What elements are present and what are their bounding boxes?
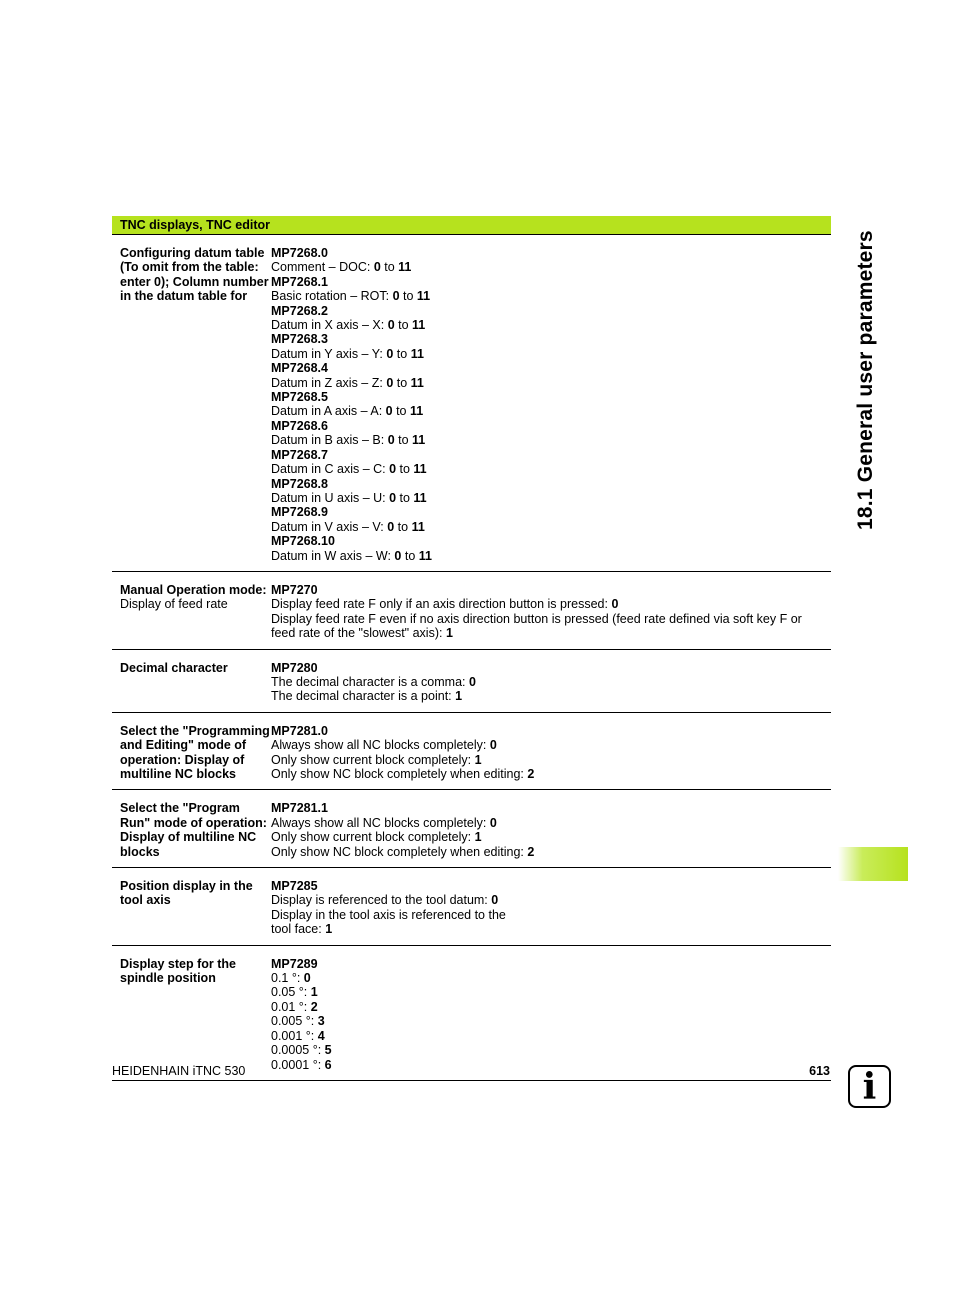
- option-line: Display is referenced to the tool datum: 0: [271, 893, 499, 908]
- option-line: 0.0001 °: 6: [271, 1057, 332, 1072]
- parameter-table: [112, 216, 831, 1081]
- option-line: Display in the tool axis is referenced to the: [271, 907, 506, 922]
- table-row: [112, 572, 831, 650]
- table-row: [112, 790, 831, 868]
- mp-code: MP7289: [271, 956, 318, 971]
- mp-description: Datum in W axis – W: 0 to 11: [271, 548, 432, 563]
- mp-code: MP7280: [271, 660, 318, 675]
- mp-code: MP7268.2: [271, 303, 328, 318]
- option-line: Only show current block completely: 1: [271, 752, 482, 767]
- table-row: [112, 235, 831, 572]
- mp-description: Datum in U axis – U: 0 to 11: [271, 490, 427, 505]
- row-label-rest: Display of feed rate: [120, 597, 228, 612]
- option-line: tool face: 1: [271, 922, 333, 937]
- option-line: Only show NC block completely when editing: 2: [271, 767, 535, 781]
- option-line: 0.1 °: 0: [271, 971, 311, 986]
- chapter-side-title: 18.1 General user parameters: [854, 230, 877, 530]
- row-content: [271, 661, 831, 704]
- row-label: [112, 801, 271, 859]
- option-line: 0.001 °: 4: [271, 1028, 325, 1043]
- mp-description: Datum in Z axis – Z: 0 to 11: [271, 375, 424, 390]
- option-line: 0.005 °: 3: [271, 1014, 325, 1029]
- row-content: [271, 801, 831, 859]
- option-line: 0.05 °: 1: [271, 985, 318, 1000]
- info-icon: i: [848, 1065, 891, 1108]
- mp-description: Basic rotation – ROT: 0 to 11: [271, 289, 431, 304]
- option-line: Only show NC block completely when editing: 2: [271, 844, 535, 859]
- option-line: Only show current block completely: 1: [271, 830, 482, 845]
- row-label: [112, 957, 271, 1072]
- row-content: [271, 246, 831, 563]
- mp-description: Datum in A axis – A: 0 to 11: [271, 404, 424, 419]
- row-label-bold: Display step for the spindle position: [120, 956, 236, 986]
- mp-code: MP7268.1: [271, 274, 328, 289]
- row-content: [271, 957, 831, 1072]
- option-line: Display feed rate F only if an axis direction button is pressed: 0: [271, 597, 619, 612]
- mp-description: Datum in Y axis – Y: 0 to 11: [271, 346, 424, 361]
- row-label-bold: Decimal character: [120, 660, 228, 675]
- table-row: [112, 650, 831, 713]
- mp-code: MP7268.9: [271, 505, 328, 520]
- option-line: The decimal character is a point: 1: [271, 689, 463, 704]
- mp-code: MP7268.7: [271, 447, 328, 462]
- mp-description: Datum in C axis – C: 0 to 11: [271, 462, 427, 477]
- mp-code: MP7268.6: [271, 418, 328, 433]
- row-label: [112, 724, 271, 782]
- option-line: Always show all NC blocks completely: 0: [271, 815, 497, 830]
- table-row: [112, 868, 831, 946]
- mp-code: MP7281.0: [271, 723, 328, 738]
- row-label: [112, 583, 271, 641]
- mp-code: MP7268.4: [271, 361, 328, 376]
- row-label: [112, 661, 271, 704]
- row-content: [271, 724, 831, 782]
- mp-code: MP7268.0: [271, 246, 328, 260]
- option-line: 0.01 °: 2: [271, 999, 318, 1014]
- table-row: [112, 946, 831, 1081]
- row-content: [271, 879, 831, 937]
- mp-description: Datum in V axis – V: 0 to 11: [271, 519, 425, 534]
- option-line: 0.0005 °: 5: [271, 1043, 332, 1058]
- mp-code: MP7268.5: [271, 390, 328, 405]
- option-line: Display feed rate F even if no axis direction button is pressed (feed rate defined via soft key F or feed rate of the "slowest" axis): 1: [271, 611, 802, 641]
- row-label-bold: Configuring datum table (To omit from the table: enter 0); Column number in the datum table for: [120, 246, 269, 304]
- mp-code: MP7268.8: [271, 476, 328, 491]
- page-number: 613: [809, 1064, 830, 1078]
- chapter-tab-marker: [838, 847, 908, 881]
- row-label: [112, 879, 271, 937]
- option-line: Always show all NC blocks completely: 0: [271, 738, 497, 753]
- footer-product: HEIDENHAIN iTNC 530: [112, 1064, 246, 1078]
- mp-code: MP7268.3: [271, 332, 328, 347]
- mp-code: MP7281.1: [271, 801, 328, 816]
- row-label-bold: Position display in the tool axis: [120, 879, 253, 908]
- mp-description: Comment – DOC: 0 to 11: [271, 260, 412, 275]
- row-label-bold: Manual Operation mode:: [120, 582, 267, 597]
- row-label: [112, 246, 271, 563]
- row-label-bold: Select the "Programming and Editing" mode of operation: Display of multiline NC blocks: [120, 723, 270, 781]
- option-line: The decimal character is a comma: 0: [271, 674, 476, 689]
- mp-code: MP7270: [271, 582, 318, 597]
- row-content: [271, 583, 831, 641]
- mp-code: MP7285: [271, 879, 318, 894]
- table-row: [112, 713, 831, 791]
- row-label-bold: Select the "Program Run" mode of operation: Display of multiline NC blocks: [120, 801, 267, 859]
- mp-description: Datum in X axis – X: 0 to 11: [271, 318, 426, 333]
- mp-code: MP7268.10: [271, 534, 335, 549]
- mp-description: Datum in B axis – B: 0 to 11: [271, 433, 426, 448]
- table-header: TNC displays, TNC editor: [112, 216, 831, 235]
